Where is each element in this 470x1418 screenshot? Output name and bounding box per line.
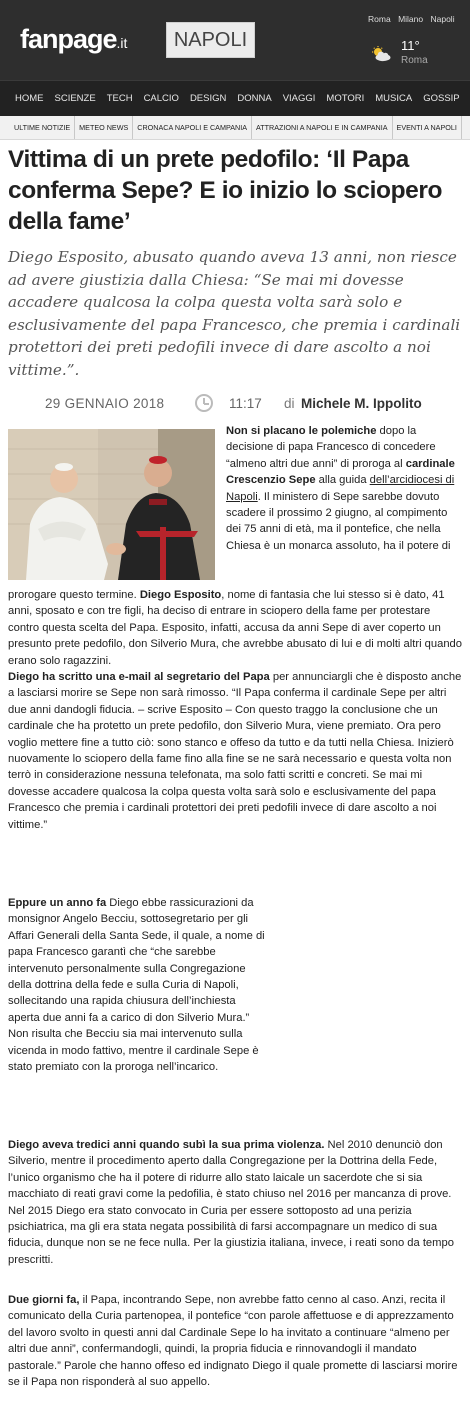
subnav-item-meteo-news[interactable]: METEO NEWS [75, 116, 133, 140]
paragraph-bold: Diego Esposito [139, 589, 222, 601]
article-author[interactable]: Michele M. Ippolito [301, 396, 422, 411]
weather-city-napoli[interactable]: Napoli [430, 14, 455, 24]
article-time: 11:17 [229, 396, 262, 411]
weather-city-roma[interactable]: Roma [368, 14, 391, 24]
article-photo [8, 429, 215, 580]
article-date: 29 GENNAIO 2018 [45, 396, 165, 411]
subnav-item-attrazioni[interactable]: ATTRAZIONI A NAPOLI E IN CAMPANIA [252, 116, 393, 140]
nav-item-home[interactable]: HOME [15, 93, 44, 104]
nav-item-donna[interactable]: DONNA [237, 93, 272, 104]
paragraph-text: per annunciargli che è disposto anche a lasciarsi morire se Sepe non sarà rimosso. “Il Papa conferma il cardinale Sepe per altri due anni dandogli fiducia. – scrive Esposito – Con questo traggo la conclusione che un cardinale che ha protetto un prete pedofilo, don Silverio Mura, viene premiato. Ora pero voglio mettere fine a tutto ciò: sono stanco e offeso da tutto e da tutti nella Chiesa. Inizierò nuovamente lo sciopero della fame fino alla fine se ne sarà necessario e questa volta non terrò in considerazione nessuna telefonata, ma solo fatti scritti e concreti. Se mai mi dovesse accadere qualcosa la colpa questa volta sarà solo e esclusivamente del papa Francesco che premia i cardinali protettori dei preti pedofili invece di dare ascolto a noi vittime.” [8, 671, 462, 831]
nav-item-calcio[interactable]: CALCIO [143, 93, 179, 104]
nav-item-design[interactable]: DESIGN [189, 93, 227, 104]
sub-nav [0, 116, 470, 140]
city-selector-button[interactable]: NAPOLI [166, 22, 255, 58]
paragraph-text: prorogare questo termine. [8, 589, 140, 601]
arcidiocesi-link[interactable]: dell’arcidiocesi di Napoli [226, 474, 455, 503]
paragraph-text: , nome di fantasia che lui stesso si è dato, 41 anni, sposato e con tre figli, ha deciso di entrare in sciopero della fame per protestare contro questa scelta del Papa. Esposito, infatti, accusa da anni Sepe di aver coperto un presunto prete pedofilo, don Silverio Mura, che avrebbe abusato di lui e di molti altri quando erano solo ragazzini. [8, 589, 462, 667]
article-paragraph-1a [226, 423, 464, 554]
paragraph-text: dopo la decisione di papa Francesco di concedere “almeno altri due anni” di proroga al [226, 425, 436, 470]
clock-icon [195, 394, 213, 412]
paragraph-text: il Papa, incontrando Sepe, non avrebbe fatto cenno al caso. Anzi, recita il comunicato della Curia partenopea, il pontefice “con parole affettuose e di apprezzamento del lavoro svolto in questi anni dal Cardinale Sepe lo ha invitato a continuare “almeno per altri due anni”, confermandogli, quindi, la propria fiducia e rinnovandogli il mandato pastorale.” Parole che hanno offeso ed indignato Diego il quale promette di lasciarsi morire se il Papa non risponderà al suo appello. [8, 1294, 458, 1389]
paragraph-text: Diego ebbe rassicurazioni da monsignor Angelo Becciu, sottosegretario per gli Affari Generali della Santa Sede, il quale, a nome di papa Francesco garantì che “che sarebbe intervenuto personalmente sulla Congregazione della dottrina della fede e sulla Curia di Napoli, sollecitando una rapida chiusura dell’inchiesta aperta due anni fa a carico di don Silverio Mura.” Non risulta che Becciu sia mai intervenuto sulla vicenda in modo fattivo, mentre il cardinale Sepe è stato premiato con la proroga nell’incarico. [8, 897, 265, 1074]
subnav-item-eventi[interactable]: EVENTI A NAPOLI [393, 116, 462, 140]
paragraph-lead: Eppure un anno fa [8, 897, 107, 909]
article-paragraph-5 [8, 1292, 463, 1390]
article-paragraph-4 [8, 1137, 463, 1268]
logo-tld: .it [116, 35, 128, 51]
paragraph-lead: Non si placano le polemiche [226, 425, 377, 437]
paragraph-wrap [8, 895, 266, 1075]
article-paragraph-3 [8, 895, 463, 1075]
nav-item-motori[interactable]: MOTORI [326, 93, 365, 104]
paragraph-lead: Due giorni fa, [8, 1294, 80, 1306]
sun-cloud-icon [370, 46, 392, 62]
weather-location: Roma [401, 55, 428, 66]
nav-item-gossip[interactable]: GOSSIP [423, 93, 460, 104]
article-subtitle: Diego Esposito, abusato quando aveva 13 anni, non riesce ad avere giustizia dalla Chiesa: “Se mai mi dovesse accadere qualcosa la colpa questa volta sarà solo e esclusivamente del papa Francesco, che premia i cardinali protettori dei preti pedofili invece di dare ascolto a noi vittime.”. [8, 248, 461, 379]
site-header [0, 0, 470, 80]
paragraph-bold: cardinale Crescenzio Sepe [226, 457, 455, 487]
author-prefix: di [284, 396, 295, 411]
paragraph-text: . Il ministero di Sepe sarebbe dovuto scadere il prossimo 2 giugno, al compimento dei 75 anni di età, ma il pontefice, che nella Chiesa è un monarca assoluto, ha il potere di [226, 490, 451, 552]
weather-city-list [368, 14, 460, 24]
weather-temperature: 11° [401, 38, 420, 53]
article-paragraph-2 [8, 669, 463, 833]
paragraph-text: Nel 2010 denunciò don Silverio, mentre il procedimento aperto dalla Congregazione per la Dottrina della Fede, l’unico organismo che ha il potere di ridurre allo stato laicale un sacerdote che si sia macchiato di reati gravi come la pedofilia, è stato chiuso nel 2016 per mancanza di prove. Nel 2015 Diego era stato convocato in Curia per essere sottoposto ad una perizia psichiatrica, ma gli era stata negata possibilità di farsi accompagnare un medico di sua fiducia, dunque non se ne fece nulla. Per la giustizia italiana, invece, i reati sono da tempo prescritti. [8, 1139, 454, 1266]
nav-item-scienze[interactable]: SCIENZE [54, 93, 96, 104]
site-logo[interactable] [20, 24, 127, 55]
main-nav [0, 80, 470, 116]
paragraph-lead: Diego ha scritto una e-mail al segretario del Papa [8, 671, 270, 683]
paragraph-text: alla guida [315, 474, 370, 487]
logo-text: fanpage [20, 24, 117, 54]
paragraph-lead: Diego aveva tredici anni quando subì la sua prima violenza. [8, 1139, 325, 1151]
subnav-item-ultime-notizie[interactable]: ULTIME NOTIZIE [0, 116, 75, 140]
article-paragraph-1b [8, 587, 463, 669]
subnav-item-cronaca[interactable]: CRONACA NAPOLI E CAMPANIA [133, 116, 252, 140]
nav-item-musica[interactable]: MUSICA [375, 93, 413, 104]
photo-illustration [8, 429, 215, 580]
weather-city-milano[interactable]: Milano [398, 14, 424, 24]
nav-item-viaggi[interactable]: VIAGGI [282, 93, 316, 104]
nav-item-tech[interactable]: TECH [106, 93, 133, 104]
article-meta [45, 395, 465, 415]
article-headline: Vittima di un prete pedofilo: ‘Il Papa conferma Sepe? E io inizio lo sciopero della fame’ [8, 146, 443, 235]
